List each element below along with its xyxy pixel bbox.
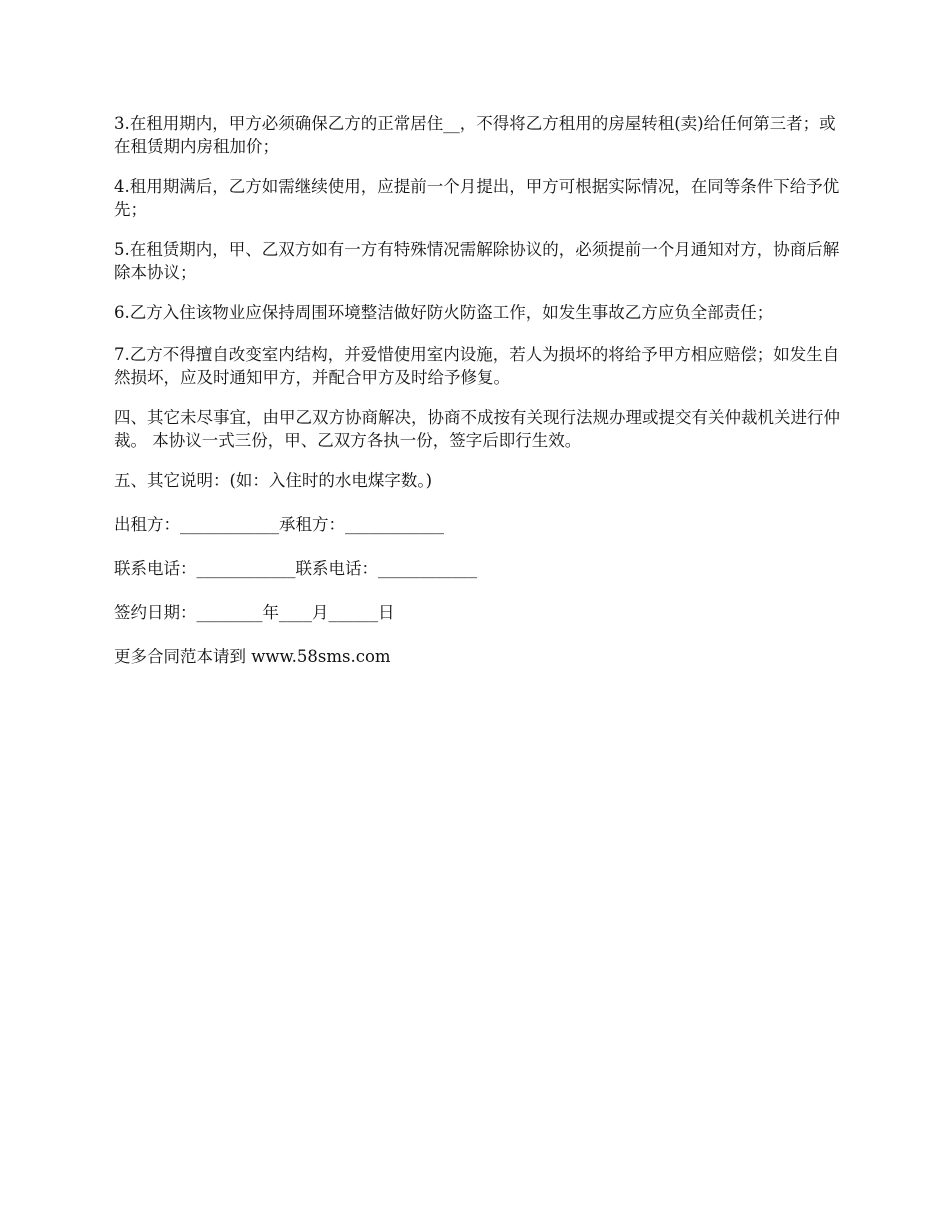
footer-link-text: 更多合同范本请到 www.58sms.com — [114, 647, 391, 666]
signature-date-line: 签约日期：________年____月______日 — [114, 603, 395, 622]
clause-6-paragraph: 6.乙方入住该物业应保持周围环境整洁做好防火防盗工作，如发生事故乙方应负全部责任； — [114, 303, 774, 322]
signature-phones-line: 联系电话：____________联系电话：____________ — [114, 559, 477, 578]
clause-3-paragraph: 3.在租用期内，甲方必须确保乙方的正常居住__，不得将乙方租用的房屋转租(卖)给任何第三者；或在租赁期内房租加价； — [114, 114, 836, 156]
section-4-paragraph: 四、其它未尽事宜，由甲乙双方协商解决，协商不成按有关现行法规办理或提交有关仲裁机关进行仲裁。 本协议一式三份，甲、乙双方各执一份，签字后即行生效。 — [114, 408, 840, 450]
section-5-paragraph: 五、其它说明：(如：入住时的水电煤字数。) — [114, 471, 433, 490]
clause-5-paragraph: 5.在租赁期内，甲、乙双方如有一方有特殊情况需解除协议的，必须提前一个月通知对方，协商后解除本协议； — [114, 240, 840, 282]
signature-parties-line: 出租方：____________承租方：____________ — [114, 515, 444, 534]
clause-7-paragraph: 7.乙方不得擅自改变室内结构，并爱惜使用室内设施，若人为损坏的将给予甲方相应赔偿；如发生自然损坏，应及时通知甲方，并配合甲方及时给予修复。 — [114, 345, 840, 387]
clause-4-paragraph: 4.租用期满后，乙方如需继续使用，应提前一个月提出，甲方可根据实际情况，在同等条件下给予优先； — [114, 177, 840, 219]
